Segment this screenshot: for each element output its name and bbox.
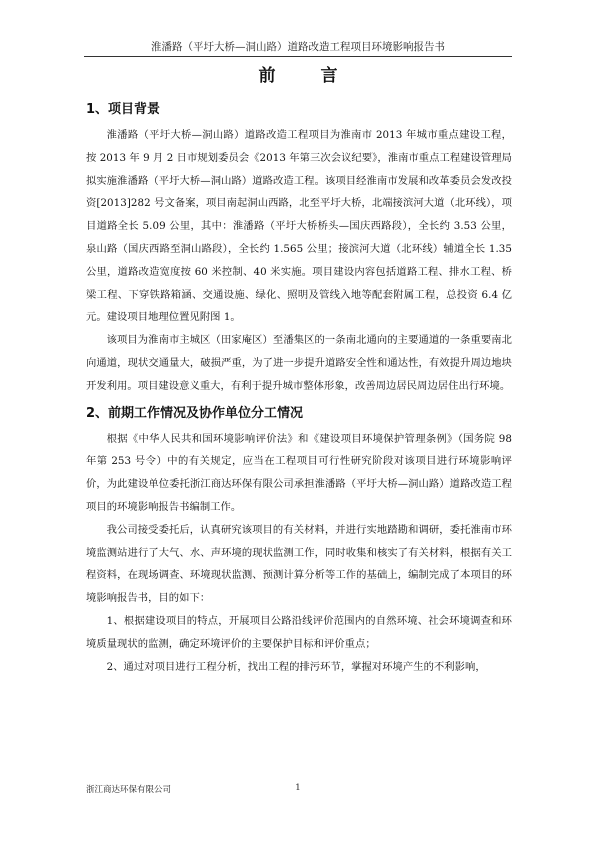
paragraph-objective-1: 1、根据建设项目的特点，开展项目公路沿线评价范围内的自然环境、社会环境调查和环境质量现状的监测，确定环境评价的主要保护目标和评价重点； bbox=[86, 614, 512, 650]
running-header: 淮潘路（平圩大桥—洞山路）道路改造工程项目环境影响报告书 bbox=[151, 41, 445, 53]
paragraph-project-overview: 淮潘路（平圩大桥—洞山路）道路改造工程项目为淮南市 2013 年城市重点建设工程，按 2013 年 9 月 2 日市规划委员会《2013 年第三次会议纪要》，淮南市重点工程建设管理局拟实施淮潘路（平圩大桥—洞山路）道路改造工程。该项目经淮南市发展和改革委员会发改投资[2013]282 号文备案，项目南起洞山西路，北至平圩大桥，北端接滨河大道（北环线），项目道路全长 5.09 公里，其中：淮潘路（平圩大桥桥头—国庆西路段），全长约 3.53 公里，泉山路（国庆西路至洞山路段），全长约 1.565 公里；接滨河大道（北环线）辅道全长 1.35 公里，道路改造宽度按 60 米控制、40 米实施。项目建设内容包括道路工程、排水工程、桥梁工程、下穿铁路箱涵、交通设施、绿化、照明及管线入地等配套附属工程，总投资 6.4 亿元。建设项目地理位置见附图 1。 bbox=[86, 129, 512, 324]
header-divider bbox=[84, 56, 512, 57]
footer-company-name: 浙江商达环保有限公司 bbox=[86, 785, 172, 795]
paragraph-objective-2: 2、通过对项目进行工程分析，找出工程的排污环节，掌握对环境产生的不利影响， bbox=[106, 660, 486, 673]
paragraph-project-significance: 该项目为淮南市主城区（田家庵区）至潘集区的一条南北通向的主要通道的一条重要南北向通道，现状交通量大，破损严重，为了进一步提升道路安全性和通达性，有效提升周边地块开发利用。项目建设意义重大，有利于提升城市整体形象，改善周边居民周边居住出行环境。 bbox=[86, 334, 512, 392]
body-content bbox=[86, 100, 512, 678]
page-number: 1 bbox=[295, 783, 301, 793]
section-heading-preliminary-work: 2、前期工作情况及协作单位分工情况 bbox=[86, 405, 304, 421]
paragraph-work-process: 我公司接受委托后，认真研究该项目的有关材料，并进行实地踏勘和调研，委托淮南市环境监测站进行了大气、水、声环境的现状监测工作，同时收集和核实了有关材料，根据有关工程资料，在现场调查、环境现状监测、预测计算分析等工作的基础上，编制完成了本项目的环境影响报告书，目的如下： bbox=[86, 523, 512, 605]
page-title: 前 言 bbox=[258, 66, 352, 86]
section-heading-background: 1、项目背景 bbox=[86, 102, 161, 117]
paragraph-legal-basis: 根据《中华人民共和国环境影响评价法》和《建设项目环境保护管理条例》（国务院 98 年第 253 号令）中的有关规定，应当在工程项目可行性研究阶段对该项目进行环境影响评价，为此建设单位委托浙江商达环保有限公司承担淮潘路（平圩大桥—洞山路）道路改造工程项目的环境影响报告书编制工作。 bbox=[86, 432, 512, 513]
